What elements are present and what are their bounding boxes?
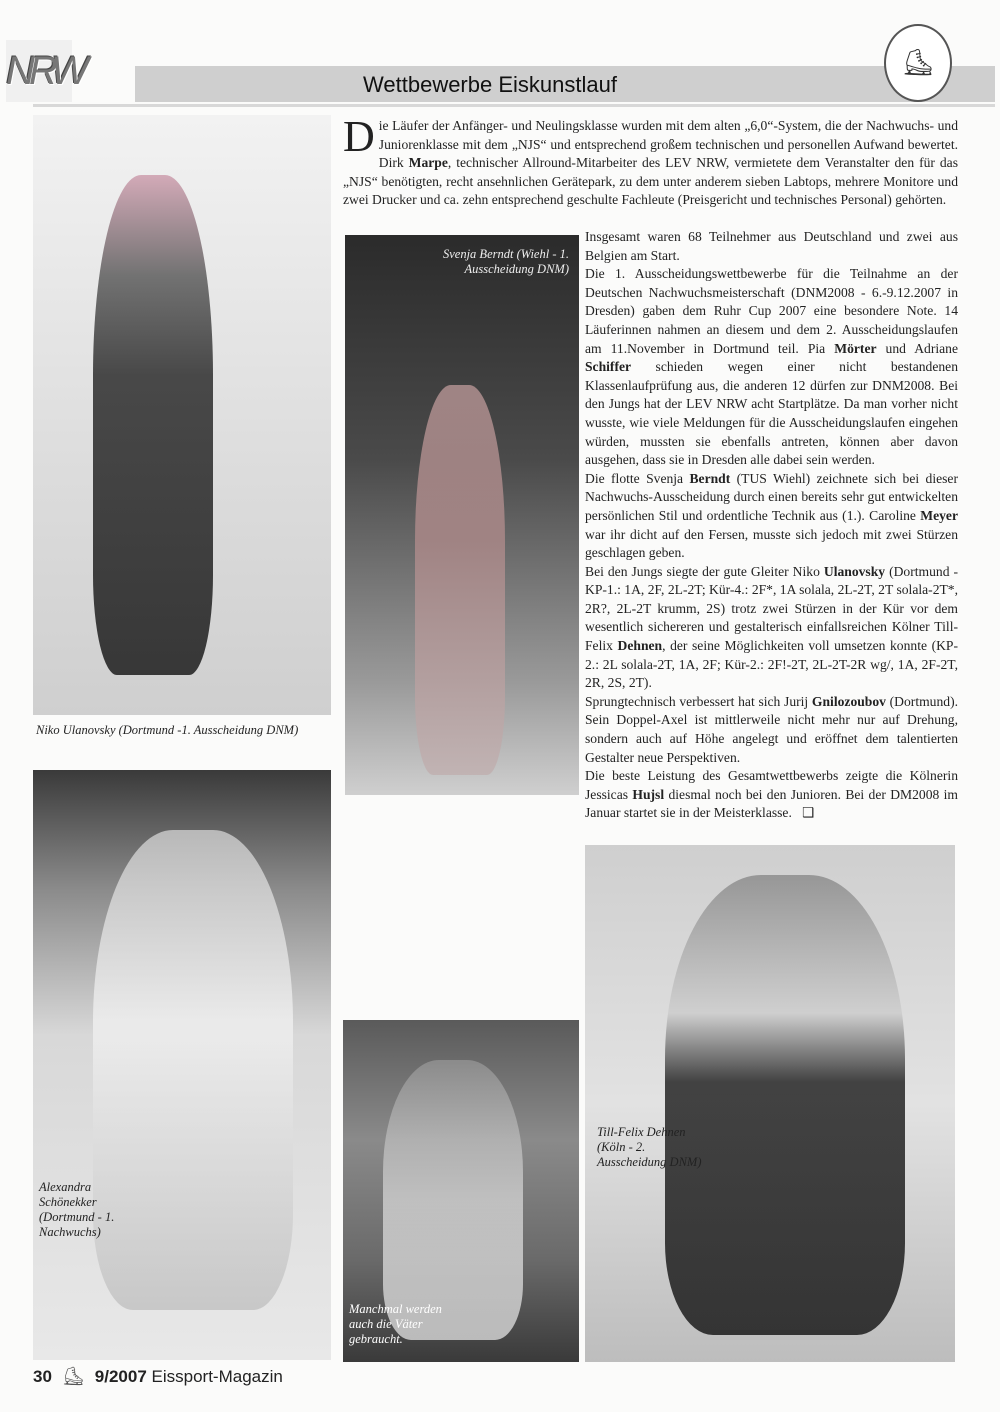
header-rule [33,104,995,107]
paragraph: Insgesamt waren 68 Teilnehmer aus Deutschland und zwei aus Belgien am Start. [585,229,958,263]
photo-father-with-baby [343,1020,579,1362]
club-seal-logo: ⛸ [884,24,952,102]
text: ie Läufer der Anfänger- und Neulingsklasse wurden mit dem alten „6,0“-System, die der Nachwuchs- und Juniorenklasse mit dem „NJS“ und entsprechend großem technischen und personellen Aufwand bewertet. Dirk [378,118,958,171]
article-column [585,228,958,823]
caption-niko: Niko Ulanovsky (Dortmund -1. Ausscheidung DNM) [36,723,299,737]
skate-icon: ⛸ [61,1366,85,1386]
paragraph: Sprungtechnisch verbessert hat sich Jurij Gnilozoubov (Dortmund). Sein Doppel-Axel ist mittlerweile nicht mehr nur auf Drehung, sondern auch auf Höhe angelegt und eröffnet dem talentierten Gestalter neue Perspektiven. [585,693,958,765]
paragraph: Die 1. Ausscheidungswettbewerbe für die Teilnahme an der Deutschen Nachwuchsmeisterschaft (DNM2008 - 6.-9.12.2007 in Dresden) gaben dem Ruhr Cup 2007 eine besondere Note. 14 Läuferinnen nahmen an diesem und dem 2. Ausscheidungslaufen am 11.November in Dortmund teil. Pia Mörter und Adriane Schiffer schieden wegen einer nicht bestandenen Klassenlaufprüfung aus, die anderen 12 dürfen zur DNM2008. Bei den Jungs hat der LEV NRW acht Startplätze. Da man vorher nicht wusste, wie viele Meldungen für die Ausscheidungslaufen eingehen würden, mussten sie ebenfalls antreten, können aber davon ausgehen, dass sie in Dresden alle dabei sein werden. [585,266,958,468]
issue-number: 9/2007 [94,1366,147,1386]
text: , technischer Allround-Mitarbeiter des LEV NRW, vermietete dem Veranstalter den für das „NJS“ benötigten, recht ansehnlichen Gerätepark, zu dem unter anderem sieben Labtops, mehrere Monitore und zwei Drucker und ca. zehn entsprechend geschulte Fachleute (Preisgericht und technisches Personal) gehörten. [343,155,958,208]
drop-cap: D [343,112,375,161]
photo-niko-ulanovsky [33,115,331,715]
name-bold: Marpe [408,155,448,171]
photo-till-felix-dehnen [585,845,955,1362]
page-title: Wettbewerbe Eiskunstlauf [363,72,617,97]
magazine-name: Eissport-Magazin [151,1366,283,1386]
page-number: 30 [33,1366,52,1386]
intro-paragraph [343,112,958,210]
page-footer [33,1366,283,1387]
photo-svenja-berndt [345,235,579,795]
paragraph: Bei den Jungs siegte der gute Gleiter Niko Ulanovsky (Dortmund - KP-1.: 1A, 2F, 2L-2T; Kür-4.: 2F*, 1A solala, 2L-2T, 2T solala-2T*, 2R?, 2L-2T krumm, 2S) trotz zwei Stürzen in der Kür vor dem wesentlich sichereren und gestalterisch einfallsreichen Kölner Till-Felix Dehnen, der seine Möglichkeiten voll umsetzen konnte (KP-2.: 2L solala-2T, 1A, 2F; Kür-2.: 2F!-2T, 2L-2T-2R wg/, 1A, 2F-2T, 2R, 2S, 2T). [585,563,959,691]
nrw-logo: NRW [6,40,72,102]
caption-father: Manchmal werden auch die Väter gebraucht. [349,1302,442,1346]
caption-alexandra: Alexandra Schönekker (Dortmund - 1. Nachwuchs) [39,1180,115,1239]
caption-svenja: Svenja Berndt (Wiehl - 1. Ausscheidung DNM) [442,247,569,276]
caption-till: Till-Felix Dehnen (Köln - 2. Ausscheidung DNM) [597,1125,702,1169]
end-mark-icon: ❑ [802,805,815,821]
photo-alexandra-schoenekker [33,770,331,1360]
paragraph: Die flotte Svenja Berndt (TUS Wiehl) zeichnete sich bei dieser Nachwuchs-Ausscheidung durch einen bereits sehr gut entwickelten persönlichen Stil und ordentliche Technik aus (1.). Caroline Meyer war ihr dicht auf den Fersen, musste sich jedoch mit zwei Stürzen geschlagen geben. [585,470,958,561]
paragraph: Die beste Leistung des Gesamtwettbewerbs zeigte die Kölnerin Jessicas Hujsl diesmal noch bei den Junioren. Bei der DM2008 im Januar startet sie in der Meisterklasse. ❑ [585,768,959,821]
